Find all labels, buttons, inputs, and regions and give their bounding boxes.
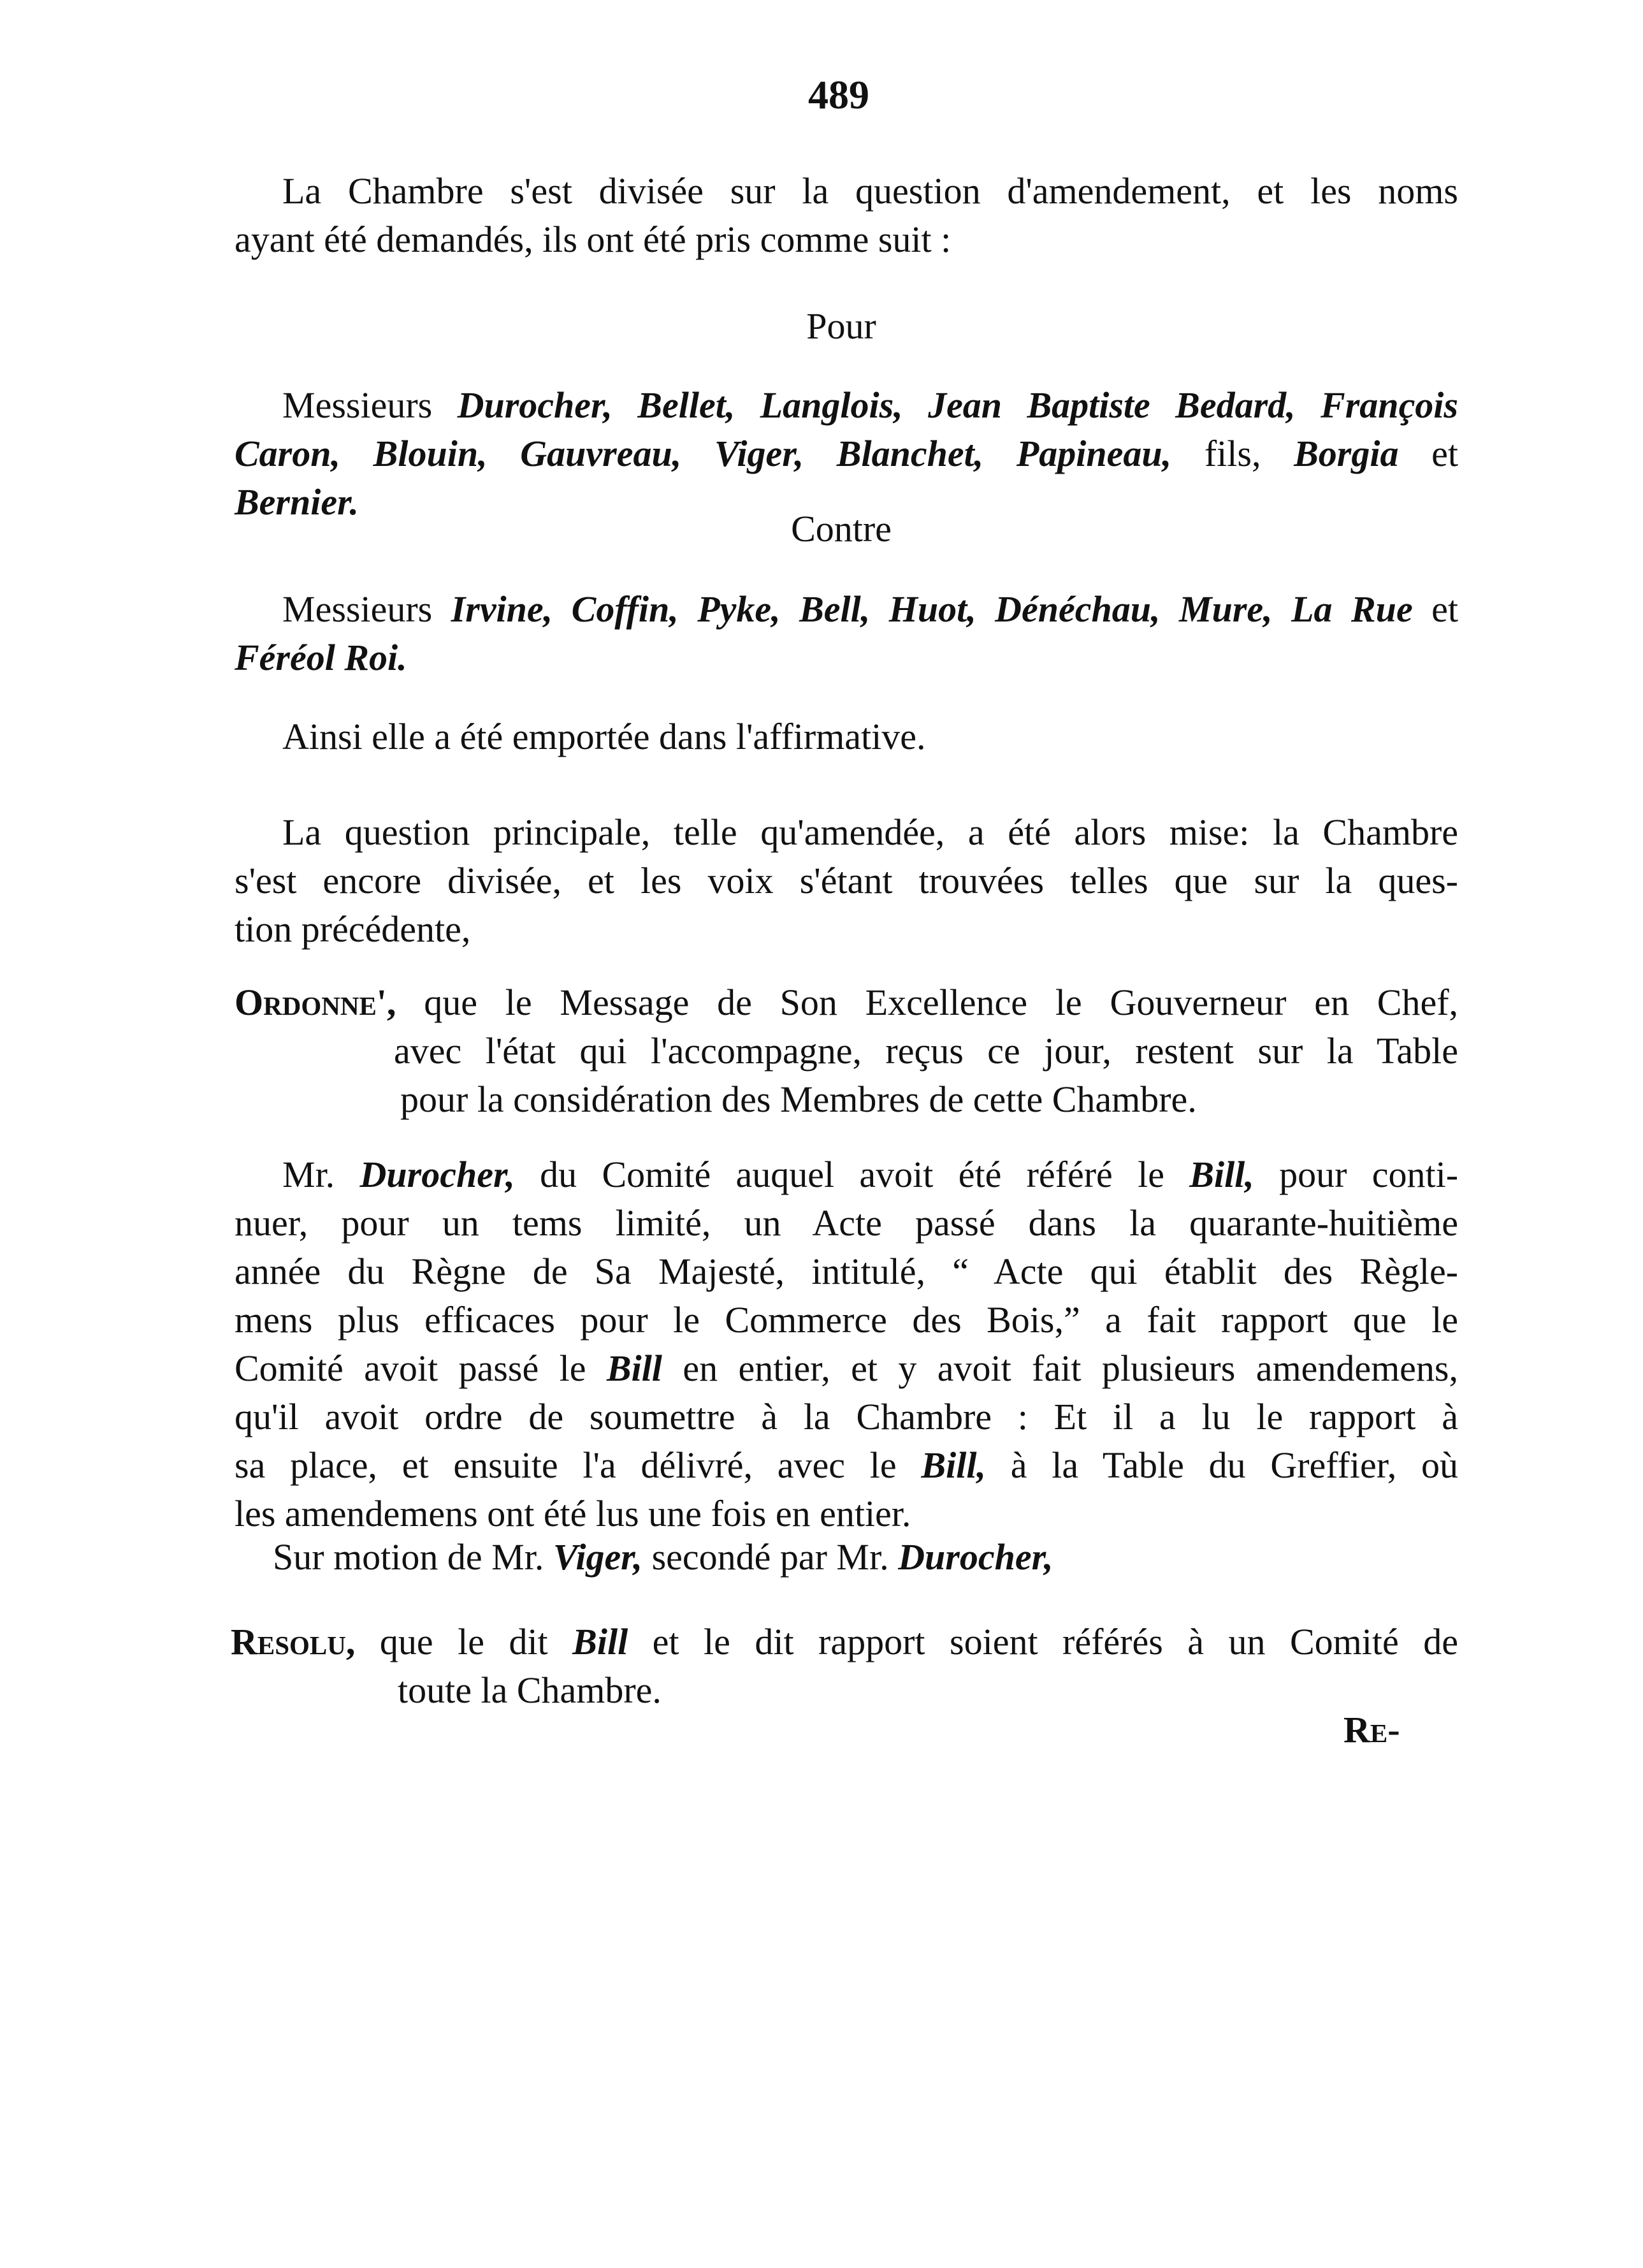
report-line-2: nuer, pour un tems limité, un Acte passé dans la quarante-huitième xyxy=(235,1202,1458,1244)
resolu-text-1a: que le dit xyxy=(379,1621,548,1662)
report-mr: Mr. xyxy=(282,1154,335,1195)
pour-prefix: Messieurs xyxy=(282,384,433,426)
ordonne-label: Ordonne', xyxy=(235,982,396,1023)
motion-text-a: Sur motion de Mr. xyxy=(273,1536,544,1578)
ordonne-line-1 xyxy=(235,978,1458,1027)
ordonne-line-2: avec l'état qui l'accompagne, reçus ce jour, restent sur la Table xyxy=(394,1030,1458,1072)
pour-borgia: Borgia xyxy=(1294,433,1399,474)
pour-line-2 xyxy=(235,430,1458,478)
resolu-paragraph xyxy=(231,1618,1458,1715)
pour-list xyxy=(235,381,1458,527)
division-paragraph xyxy=(235,167,1458,264)
pour-line-1 xyxy=(235,381,1458,430)
main-question-line-2: s'est encore divisée, et les voix s'étant trouvées telles que sur la ques- xyxy=(235,860,1458,901)
pour-et: et xyxy=(1431,433,1459,474)
contre-list xyxy=(235,585,1458,682)
report-text-1: du Comité auquel avoit été référé le xyxy=(540,1154,1164,1195)
report-text-7b: à la Table du Greffier, où xyxy=(1010,1444,1459,1486)
report-text-5a: Comité avoit passé le xyxy=(235,1348,586,1389)
report-bill-1: Bill, xyxy=(1189,1154,1254,1195)
ordonne-text-1: que le Message de Son Excellence le Gouverneur en Chef, xyxy=(424,982,1459,1023)
contre-line-1 xyxy=(235,585,1458,634)
division-line-2: ayant été demandés, ils ont été pris comme suit : xyxy=(235,219,952,260)
main-question-line-3: tion précédente, xyxy=(235,908,471,950)
report-line-6: qu'il avoit ordre de soumettre à la Chambre : Et il a lu le rapport à xyxy=(235,1396,1458,1437)
report-line-1 xyxy=(235,1151,1458,1199)
report-text-7a: sa place, et ensuite l'a délivré, avec le xyxy=(235,1444,897,1486)
report-text-5b: en entier, et y avoit fait plusieurs amendemens, xyxy=(683,1348,1458,1389)
resolu-line-1 xyxy=(231,1618,1458,1666)
ordonne-paragraph xyxy=(235,978,1458,1124)
committee-report-paragraph xyxy=(235,1151,1458,1538)
catchword: Re- xyxy=(1343,1709,1400,1750)
report-durocher: Durocher, xyxy=(359,1154,515,1195)
affirmative-paragraph: Ainsi elle a été emportée dans l'affirmative. xyxy=(282,716,926,757)
page-number: 489 xyxy=(808,72,869,117)
report-bill-5: Bill xyxy=(606,1348,662,1389)
report-line-8: les amendemens ont été lus une fois en entier. xyxy=(235,1493,911,1534)
pour-fils: fils, xyxy=(1204,433,1261,474)
report-line-5 xyxy=(235,1344,1458,1393)
resolu-label: Resolu, xyxy=(231,1621,356,1662)
motion-text-b: secondé par Mr. xyxy=(651,1536,889,1578)
report-line-4: mens plus efficaces pour le Commerce des Bois,” a fait rapport que le xyxy=(235,1299,1458,1341)
motion-paragraph xyxy=(273,1533,1053,1581)
resolu-line-2: toute la Chambre. xyxy=(398,1669,662,1711)
report-line-7 xyxy=(235,1441,1458,1490)
resolu-text-1b: et le dit rapport soient référés à un Comité de xyxy=(652,1621,1458,1662)
contre-line-2: Féréol Roi. xyxy=(235,637,407,678)
contre-names-1: Irvine, Coffin, Pyke, Bell, Huot, Dénéchau, Mure, La Rue xyxy=(451,588,1413,630)
report-line-3: année du Règne de Sa Majesté, intitulé, “ Acte qui établit des Règle- xyxy=(235,1251,1458,1292)
heading-pour: Pour xyxy=(806,305,876,347)
report-text-1b: pour conti- xyxy=(1279,1154,1459,1195)
ordonne-line-3: pour la considération des Membres de cette Chambre. xyxy=(400,1079,1197,1120)
pour-line-3: Bernier. xyxy=(235,481,359,523)
contre-prefix: Messieurs xyxy=(282,588,433,630)
main-question-line-1: La question principale, telle qu'amendée, a été alors mise: la Chambre xyxy=(282,811,1458,853)
pour-names-2: Caron, Blouin, Gauvreau, Viger, Blanchet, Papineau, xyxy=(235,433,1172,474)
resolu-bill: Bill xyxy=(572,1621,628,1662)
heading-contre: Contre xyxy=(791,508,892,549)
motion-name-viger: Viger, xyxy=(553,1536,643,1578)
report-bill-7: Bill, xyxy=(921,1444,986,1486)
pour-names-1: Durocher, Bellet, Langlois, Jean Baptiste Bedard, François xyxy=(457,384,1458,426)
contre-suffix: et xyxy=(1431,588,1459,630)
motion-name-durocher: Durocher, xyxy=(898,1536,1053,1578)
main-question-paragraph xyxy=(235,808,1458,954)
division-line-1: La Chambre s'est divisée sur la question d'amendement, et les noms xyxy=(282,170,1458,212)
